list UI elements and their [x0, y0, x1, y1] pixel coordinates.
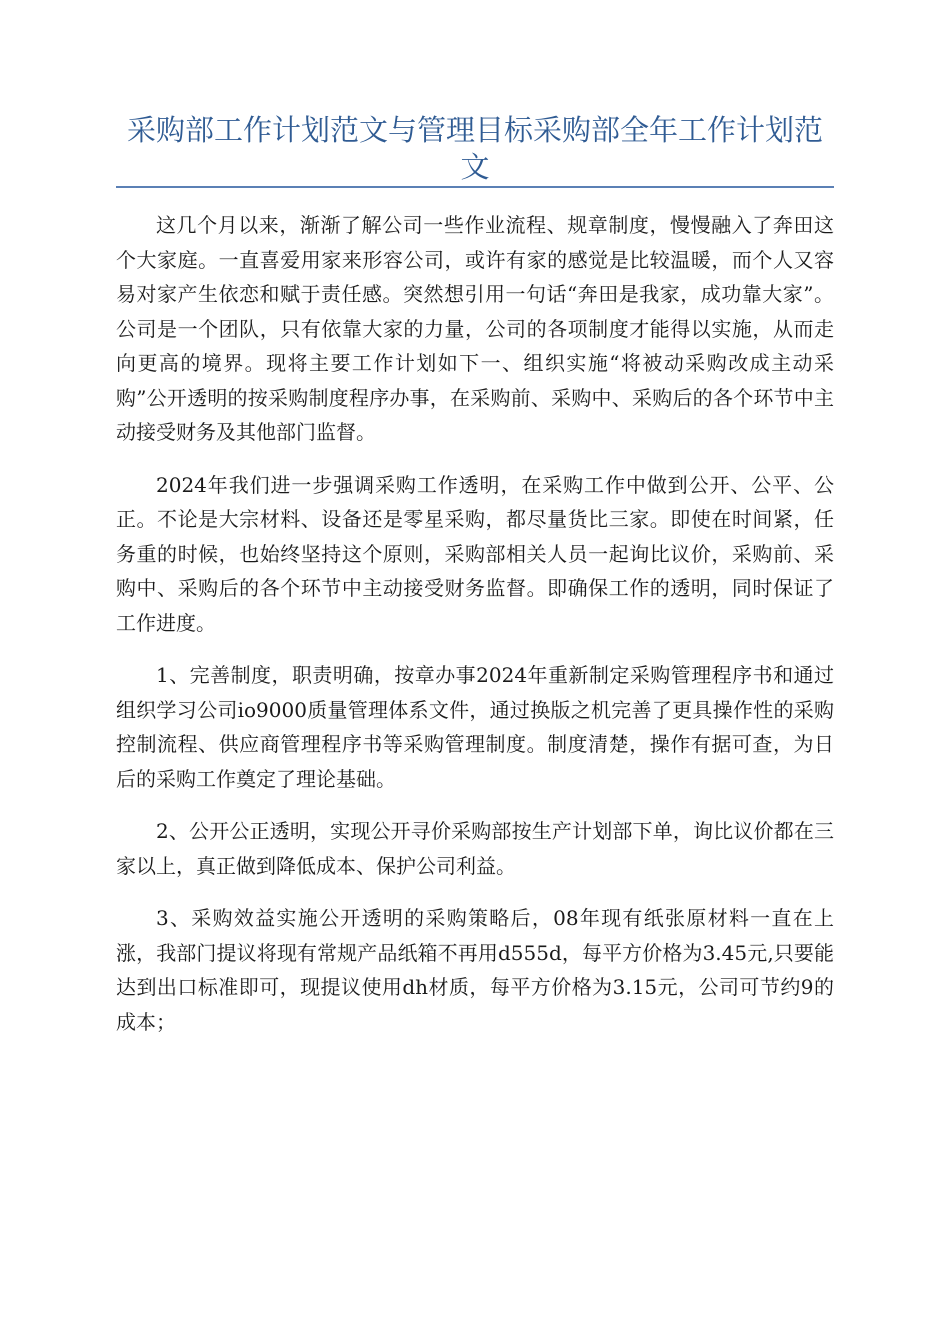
title-divider	[116, 186, 834, 188]
paragraph-item-1: 1、完善制度，职责明确，按章办事2024年重新制定采购管理程序书和通过组织学习公司io9000质量管理体系文件，通过换版之机完善了更具操作性的采购控制流程、供应商管理程序书等采购管理制度。制度清楚，操作有据可查，为日后的采购工作奠定了理论基础。	[116, 663, 834, 791]
paragraph-item-2: 2、公开公正透明，实现公开寻价采购部按生产计划部下单，询比议价都在三家以上，真正做到降低成本、保护公司利益。	[116, 819, 834, 878]
paragraph-item-3: 3、采购效益实施公开透明的采购策略后，08年现有纸张原材料一直在上涨，我部门提议将现有常规产品纸箱不再用d555d，每平方价格为3.45元,只要能达到出口标准即可，现提议使用dh材质，每平方价格为3.15元，公司可节约9的成本；	[116, 906, 834, 1034]
document-title: 采购部工作计划范文与管理目标采购部全年工作计划范文	[126, 113, 823, 184]
paragraph-intro: 这几个月以来，渐渐了解公司一些作业流程、规章制度，慢慢融入了奔田这个大家庭。一直喜爱用家来形容公司，或许有家的感觉是比较温暖，而个人又容易对家产生依恋和赋于责任感。突然想引用一句话“奔田是我家，成功靠大家”。公司是一个团队，只有依靠大家的力量，公司的各项制度才能得以实施，从而走向更高的境界。现将主要工作计划如下一、组织实施“将被动采购改成主动采购”公开透明的按采购制度程序办事，在采购前、采购中、采购后的各个环节中主动接受财务及其他部门监督。	[116, 213, 834, 444]
paragraph-transparency: 2024年我们进一步强调采购工作透明，在采购工作中做到公开、公平、公正。不论是大宗材料、设备还是零星采购，都尽量货比三家。即使在时间紧，任务重的时候，也始终坚持这个原则，采购部相关人员一起询比议价，采购前、采购中、采购后的各个环节中主动接受财务监督。即确保工作的透明，同时保证了工作进度。	[116, 472, 834, 635]
document-body	[116, 208, 834, 1057]
